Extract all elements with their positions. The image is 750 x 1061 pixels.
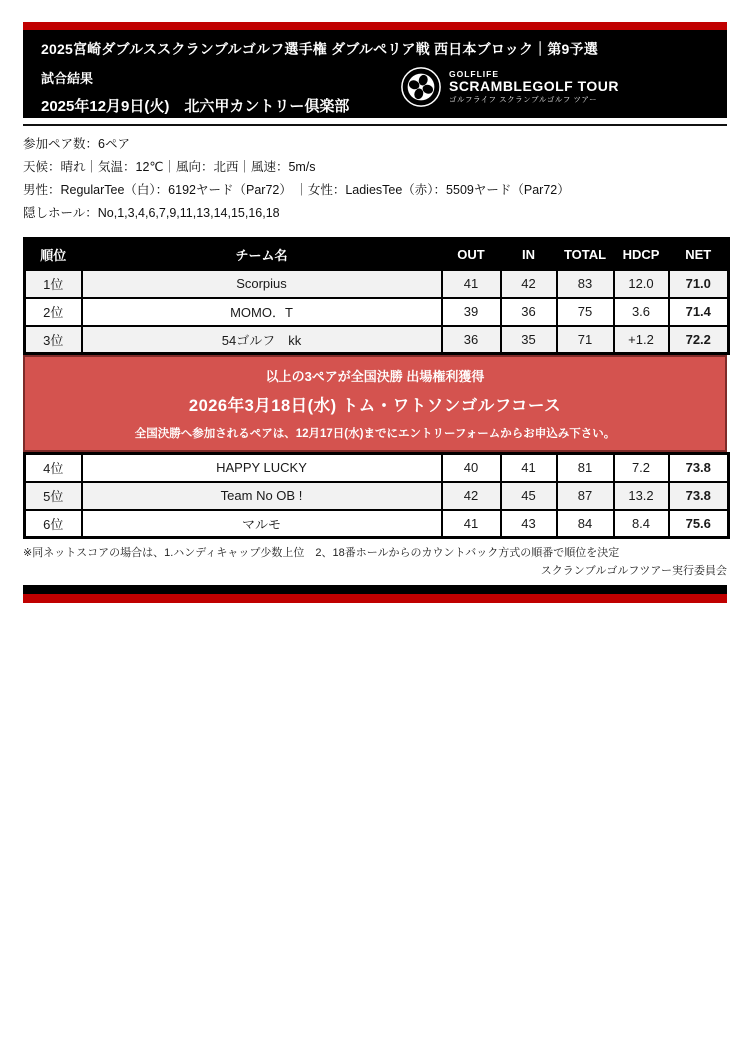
rank-cell: 1位 bbox=[25, 270, 82, 298]
col-header-team: チーム名 bbox=[82, 239, 442, 270]
date-and-venue: 2025年12月9日(火) 北六甲カントリー倶楽部 bbox=[41, 98, 350, 115]
out-cell: 36 bbox=[442, 326, 501, 354]
rank-cell: 2位 bbox=[25, 298, 82, 326]
participating-pairs: 参加ペア数：6ペア bbox=[23, 137, 130, 151]
tee-settings: 男性：RegularTee（白）：6192ヤード（Par72） ｜女性：LadiesTee（赤）：5509ヤード（Par72） bbox=[23, 183, 570, 197]
footer-black-bar bbox=[23, 585, 727, 594]
total-cell: 83 bbox=[557, 270, 614, 298]
info-divider-rule bbox=[23, 124, 727, 126]
net-cell: 72.2 bbox=[669, 326, 729, 354]
table-row-rank4 bbox=[25, 454, 729, 482]
table-row-rank5 bbox=[25, 482, 729, 510]
in-cell: 36 bbox=[501, 298, 557, 326]
results-table-bottom bbox=[23, 452, 730, 539]
weather-conditions: 天候：晴れ｜気温：12℃｜風向：北西｜風速：5m/s bbox=[23, 160, 316, 174]
in-cell: 43 bbox=[501, 510, 557, 538]
footer-red-bar bbox=[23, 594, 727, 603]
team-cell: MOMO．T bbox=[82, 298, 442, 326]
table-header-row bbox=[25, 239, 729, 270]
tournament-title: 2025宮崎ダブルススクランブルゴルフ選手権 ダブルペリア戦 西日本ブロック｜第9予選 bbox=[41, 41, 598, 57]
event-info bbox=[23, 133, 727, 225]
in-cell: 41 bbox=[501, 454, 557, 482]
hdcp-cell: 3.6 bbox=[614, 298, 669, 326]
hdcp-cell: +1.2 bbox=[614, 326, 669, 354]
hdcp-cell: 7.2 bbox=[614, 454, 669, 482]
results-table-top bbox=[23, 237, 730, 355]
in-cell: 42 bbox=[501, 270, 557, 298]
hdcp-cell: 13.2 bbox=[614, 482, 669, 510]
col-header-rank: 順位 bbox=[25, 239, 82, 270]
net-cell: 75.6 bbox=[669, 510, 729, 538]
col-header-in: IN bbox=[501, 239, 557, 270]
out-cell: 40 bbox=[442, 454, 501, 482]
team-cell: マルモ bbox=[82, 510, 442, 538]
scramble-golf-tour-logo bbox=[400, 66, 619, 108]
logo-brand-japanese: ゴルフライフ スクランブルゴルフ ツアー bbox=[448, 94, 598, 104]
in-cell: 35 bbox=[501, 326, 557, 354]
col-header-out: OUT bbox=[442, 239, 501, 270]
rank-cell: 5位 bbox=[25, 482, 82, 510]
table-row-rank1 bbox=[25, 270, 729, 298]
logo-brand-main: SCRAMBLEGOLF TOUR bbox=[448, 78, 619, 95]
team-cell: 54ゴルフ kk bbox=[82, 326, 442, 354]
national-final-banner bbox=[23, 355, 727, 452]
out-cell: 41 bbox=[442, 510, 501, 538]
logo-text bbox=[449, 70, 619, 103]
col-header-total: TOTAL bbox=[557, 239, 614, 270]
table-row-rank3 bbox=[25, 326, 729, 354]
col-header-hdcp: HDCP bbox=[614, 239, 669, 270]
hdcp-cell: 8.4 bbox=[614, 510, 669, 538]
total-cell: 81 bbox=[557, 454, 614, 482]
total-cell: 84 bbox=[557, 510, 614, 538]
team-cell: HAPPY LUCKY bbox=[82, 454, 442, 482]
total-cell: 87 bbox=[557, 482, 614, 510]
hidden-holes: 隠しホール：No,1,3,4,6,7,9,11,13,14,15,16,18 bbox=[23, 206, 280, 220]
table-row-rank6 bbox=[25, 510, 729, 538]
document-header bbox=[23, 30, 727, 118]
rank-cell: 3位 bbox=[25, 326, 82, 354]
in-cell: 45 bbox=[501, 482, 557, 510]
net-cell: 71.0 bbox=[669, 270, 729, 298]
table-row-rank2 bbox=[25, 298, 729, 326]
committee-signature: スクランブルゴルフツアー実行委員会 bbox=[540, 565, 727, 577]
col-header-net: NET bbox=[669, 239, 729, 270]
hdcp-cell: 12.0 bbox=[614, 270, 669, 298]
rank-cell: 6位 bbox=[25, 510, 82, 538]
tiebreak-note: ※同ネットスコアの場合は、1.ハンディキャップ少数上位 2、18番ホールからのカウントバック方式の順番で順位を決定 bbox=[23, 547, 620, 559]
rank-cell: 4位 bbox=[25, 454, 82, 482]
logo-brand-small: GOLFLIFE bbox=[448, 69, 500, 80]
out-cell: 39 bbox=[442, 298, 501, 326]
qualification-message: 以上の3ペアが全国決勝 出場権利獲得 bbox=[265, 369, 485, 384]
total-cell: 71 bbox=[557, 326, 614, 354]
net-cell: 73.8 bbox=[669, 482, 729, 510]
net-cell: 71.4 bbox=[669, 298, 729, 326]
results-label: 試合結果 bbox=[41, 71, 94, 86]
header-red-accent-bar bbox=[23, 22, 727, 30]
final-date-and-course: 2026年3月18日(水) トム・ワトソンゴルフコース bbox=[188, 397, 562, 415]
entry-deadline-notice: 全国決勝へ参加されるペアは、12月17日(水)までにエントリーフォームからお申込み下さい。 bbox=[134, 428, 616, 440]
out-cell: 42 bbox=[442, 482, 501, 510]
team-cell: Team No OB ! bbox=[82, 482, 442, 510]
net-cell: 73.8 bbox=[669, 454, 729, 482]
total-cell: 75 bbox=[557, 298, 614, 326]
out-cell: 41 bbox=[442, 270, 501, 298]
clover-badge-icon bbox=[400, 66, 442, 108]
team-cell: Scorpius bbox=[82, 270, 442, 298]
